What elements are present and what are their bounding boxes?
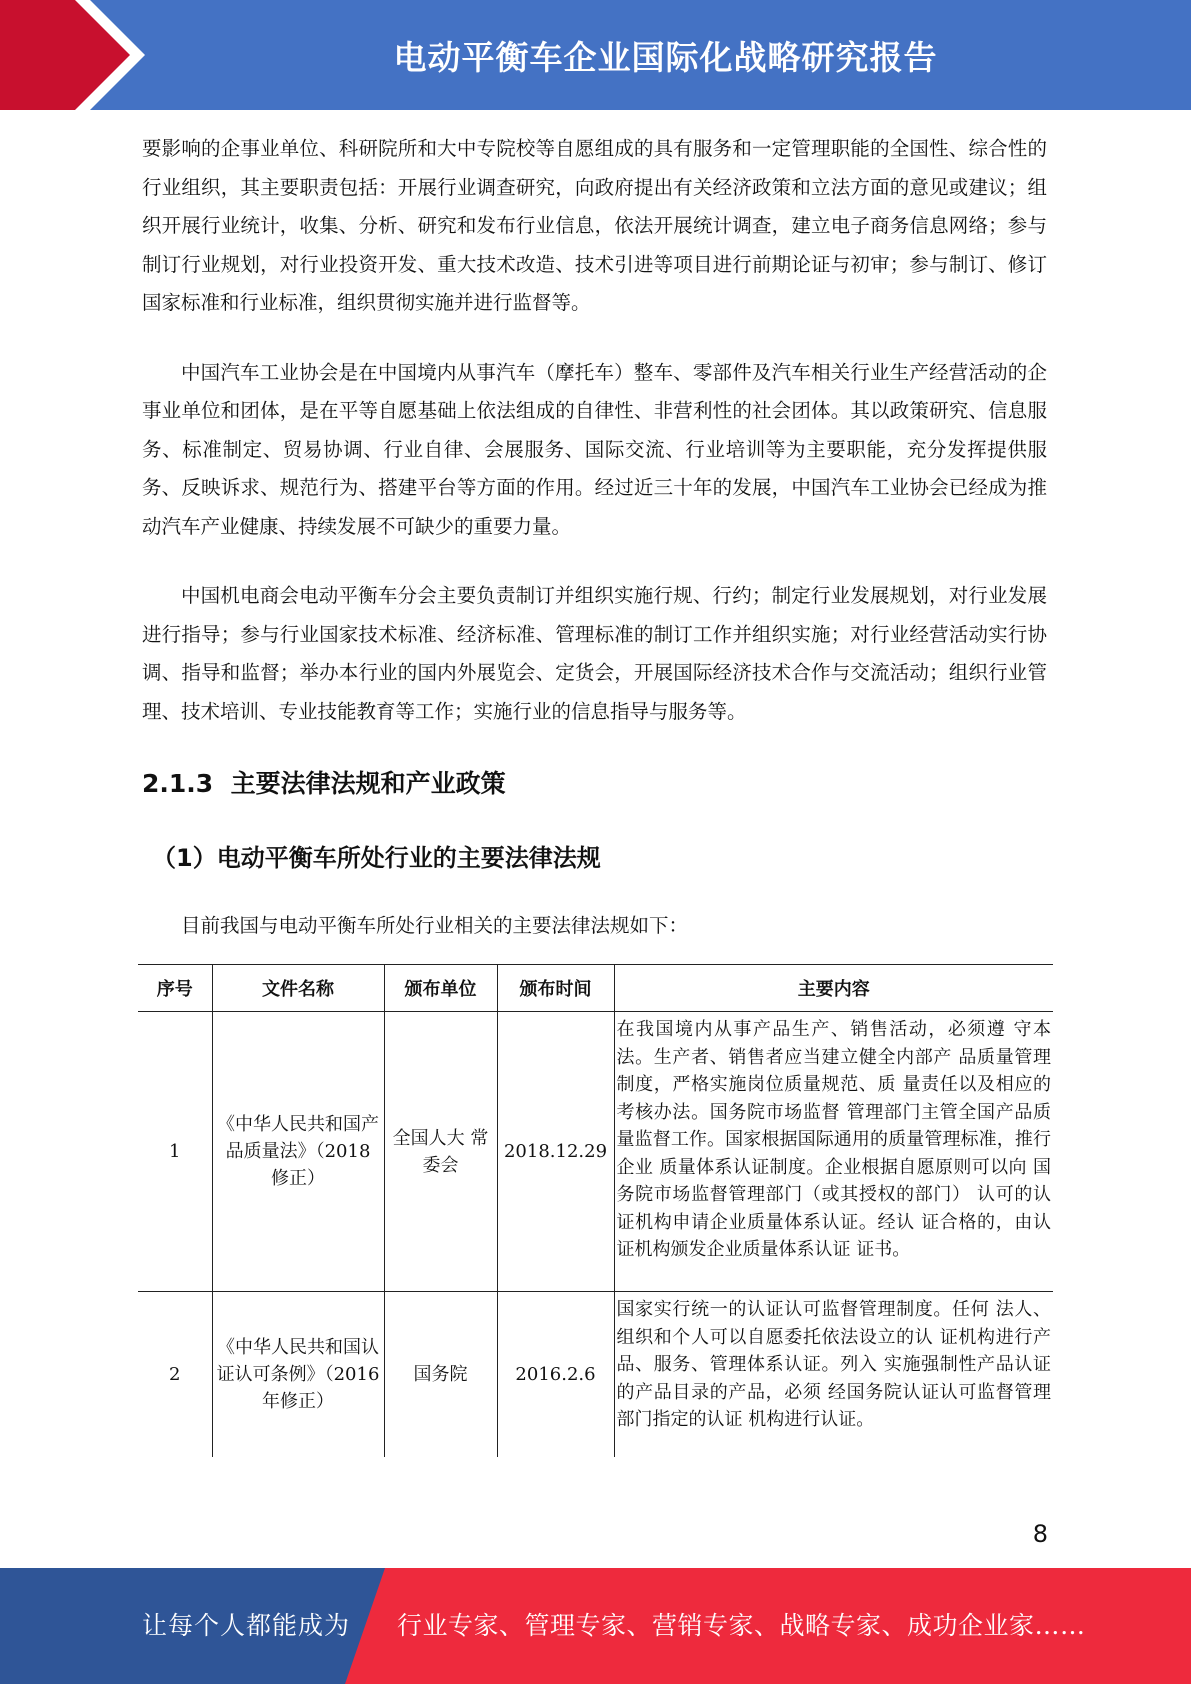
laws-table [138, 964, 1053, 1457]
subsection-heading: （1）电动平衡车所处行业的主要法律法规 [152, 844, 601, 872]
cell-name: 《中华人民共和国产品质量法》（2018 修正） [212, 1012, 384, 1292]
cell-name: 《中华人民共和国认证认可条例》（2016 年修正） [212, 1292, 384, 1457]
cell-no: 2 [138, 1292, 212, 1457]
cell-content: 国家实行统一的认证认可监督管理制度。任何 法人、组织和个人可以自愿委托依法设立的认 证机构进行产品、服务、管理体系认证。列入 实施强制性产品认证的产品目录的产品，必须 经国务院认证认可监督管理部门指定的认证 机构进行认证。 [616, 1299, 1051, 1430]
document-title: 电动平衡车企业国际化战略研究报告 [393, 37, 938, 77]
cell-issuer: 国务院 [384, 1292, 497, 1457]
page-footer [0, 1568, 1191, 1684]
section-heading: 2.1.3 主要法律法规和产业政策 [142, 769, 506, 798]
page-number: 8 [1032, 1520, 1048, 1548]
paragraph-caam: 中国汽车工业协会是在中国境内从事汽车（摩托车）整车、零部件及汽车相关行业生产经营活动的企事业单位和团体，是在平等自愿基础上依法组成的自律性、非营利性的社会团体。其以政策研究、信息服务、标准制定、贸易协调、行业自律、会展服务、国际交流、行业培训等为主要职能，充分发挥提供服务、反映诉求、规范行为、搭建平台等方面的作用。经过近三十年的发展，中国汽车工业协会已经成为推动汽车产业健康、持续发展不可缺少的重要力量。 [142, 360, 1047, 538]
cell-date: 2018.12.29 [497, 1012, 614, 1292]
paragraph-continued: 要影响的企事业单位、科研院所和大中专院校等自愿组成的具有服务和一定管理职能的全国性、综合性的行业组织，其主要职责包括：开展行业调查研究，向政府提出有关经济政策和立法方面的意见或建议；组织开展行业统计，收集、分析、研究和发布行业信息，依法开展统计调查，建立电子商务信息网络；参与制订行业规划，对行业投资开发、重大技术改造、技术引进等项目进行前期论证与初审；参与制订、修订国家标准和行业标准，组织贯彻实施并进行监督等。 [142, 137, 1047, 314]
page-header [0, 0, 1191, 110]
header-name: 文件名称 [212, 965, 384, 1012]
header-issuer: 颁布单位 [384, 965, 497, 1012]
header-content: 主要内容 [614, 965, 1053, 1012]
table-row [138, 1292, 1053, 1457]
table-intro: 目前我国与电动平衡车所处行业相关的主要法律法规如下： [181, 914, 689, 937]
cell-no: 1 [138, 1012, 212, 1292]
cell-issuer: 全国人大 常委会 [384, 1012, 497, 1292]
table-row [138, 1012, 1053, 1292]
cell-content: 在我国境内从事产品生产、销售活动，必须遵 守本法。生产者、销售者应当建立健全内部产 品质量管理制度，严格实施岗位质量规范、质 量责任以及相应的考核办法。国务院市场监督 管理部门主管全国产品质量监督工作。国家根据国际通用的质量管理标准，推行企业 质量体系认证制度。企业根据自愿原则可以向 国务院市场监督管理部门（或其授权的部门） 认可的认证机构申请企业质量体系认证。经认 证合格的，由认证机构颁发企业质量体系认证 证书。 [614, 1012, 1053, 1292]
cell-date: 2016.2.6 [497, 1292, 614, 1457]
header-no: 序号 [138, 965, 212, 1012]
paragraph-cccme-branch: 中国机电商会电动平衡车分会主要负责制订并组织实施行规、行约；制定行业发展规划，对行业发展进行指导；参与行业国家技术标准、经济标准、管理标准的制订工作并组织实施；对行业经营活动实行协调、指导和监督；举办本行业的国内外展览会、定货会，开展国际经济技术合作与交流活动；组织行业管理、技术培训、专业技能教育等工作；实施行业的信息指导与服务等。 [142, 584, 1047, 723]
header-date: 颁布时间 [497, 965, 614, 1012]
footer-slogan-left: 让每个人都能成为 [142, 1611, 351, 1640]
body-content [142, 130, 1047, 946]
table-header-row [138, 965, 1053, 1012]
footer-slogan-right: 行业专家、管理专家、营销专家、战略专家、成功企业家…… [397, 1611, 1086, 1640]
